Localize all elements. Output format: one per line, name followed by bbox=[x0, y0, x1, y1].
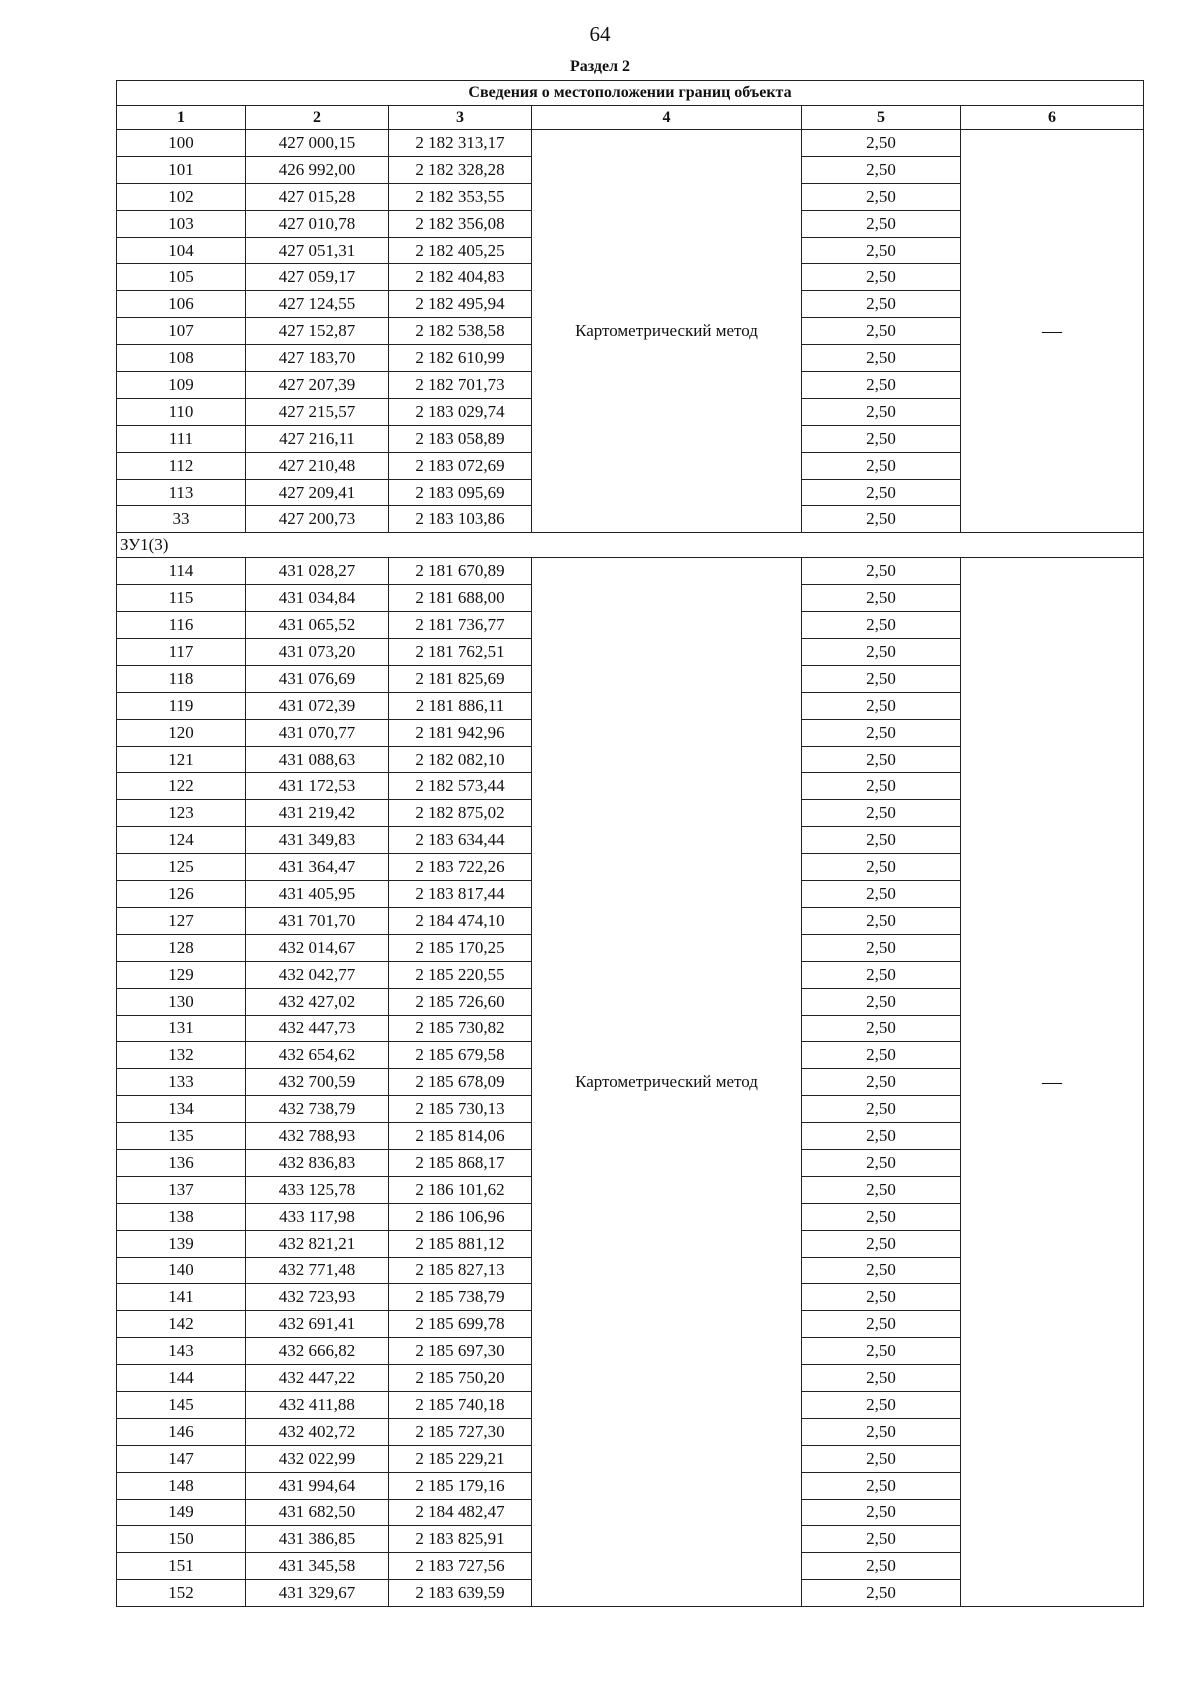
coord-y: 2 183 825,91 bbox=[389, 1526, 532, 1553]
coord-x: 433 117,98 bbox=[246, 1203, 389, 1230]
coord-y: 2 185 699,78 bbox=[389, 1311, 532, 1338]
accuracy-value: 2,50 bbox=[802, 934, 961, 961]
point-number: 148 bbox=[117, 1472, 246, 1499]
accuracy-value: 2,50 bbox=[802, 665, 961, 692]
point-number: 33 bbox=[117, 506, 246, 533]
point-number: 109 bbox=[117, 372, 246, 399]
point-number: 113 bbox=[117, 479, 246, 506]
accuracy-value: 2,50 bbox=[802, 1257, 961, 1284]
point-number: 121 bbox=[117, 746, 246, 773]
point-number: 117 bbox=[117, 639, 246, 666]
coord-y: 2 183 639,59 bbox=[389, 1580, 532, 1607]
coord-x: 431 345,58 bbox=[246, 1553, 389, 1580]
coord-y: 2 183 727,56 bbox=[389, 1553, 532, 1580]
coord-x: 433 125,78 bbox=[246, 1176, 389, 1203]
coord-x: 432 022,99 bbox=[246, 1445, 389, 1472]
accuracy-value: 2,50 bbox=[802, 1418, 961, 1445]
coord-y: 2 182 353,55 bbox=[389, 183, 532, 210]
coord-x: 431 088,63 bbox=[246, 746, 389, 773]
column-header-row bbox=[117, 106, 1144, 130]
point-number: 103 bbox=[117, 210, 246, 237]
table-body bbox=[117, 81, 1144, 1607]
method-cell: Картометрический метод bbox=[532, 558, 802, 1607]
accuracy-value: 2,50 bbox=[802, 183, 961, 210]
coord-x: 432 447,22 bbox=[246, 1365, 389, 1392]
coord-x: 427 209,41 bbox=[246, 479, 389, 506]
coord-y: 2 185 179,16 bbox=[389, 1472, 532, 1499]
coord-y: 2 182 082,10 bbox=[389, 746, 532, 773]
column-header: 5 bbox=[802, 106, 961, 130]
point-number: 127 bbox=[117, 907, 246, 934]
coord-x: 427 215,57 bbox=[246, 398, 389, 425]
point-number: 125 bbox=[117, 854, 246, 881]
point-number: 142 bbox=[117, 1311, 246, 1338]
coord-x: 431 994,64 bbox=[246, 1472, 389, 1499]
coord-x: 426 992,00 bbox=[246, 156, 389, 183]
coord-x: 431 073,20 bbox=[246, 639, 389, 666]
accuracy-value: 2,50 bbox=[802, 425, 961, 452]
point-number: 149 bbox=[117, 1499, 246, 1526]
accuracy-value: 2,50 bbox=[802, 1499, 961, 1526]
point-number: 139 bbox=[117, 1230, 246, 1257]
coord-x: 427 059,17 bbox=[246, 264, 389, 291]
accuracy-value: 2,50 bbox=[802, 1149, 961, 1176]
accuracy-value: 2,50 bbox=[802, 398, 961, 425]
point-number: 133 bbox=[117, 1069, 246, 1096]
coord-y: 2 184 474,10 bbox=[389, 907, 532, 934]
accuracy-value: 2,50 bbox=[802, 692, 961, 719]
accuracy-value: 2,50 bbox=[802, 1123, 961, 1150]
point-number: 144 bbox=[117, 1365, 246, 1392]
accuracy-value: 2,50 bbox=[802, 746, 961, 773]
coord-y: 2 182 404,83 bbox=[389, 264, 532, 291]
point-number: 111 bbox=[117, 425, 246, 452]
accuracy-value: 2,50 bbox=[802, 1580, 961, 1607]
accuracy-value: 2,50 bbox=[802, 156, 961, 183]
coord-y: 2 185 229,21 bbox=[389, 1445, 532, 1472]
column-header: 6 bbox=[961, 106, 1144, 130]
point-number: 136 bbox=[117, 1149, 246, 1176]
boundary-coordinates-table bbox=[116, 80, 1144, 1607]
coord-x: 431 219,42 bbox=[246, 800, 389, 827]
point-number: 114 bbox=[117, 558, 246, 585]
coord-y: 2 185 827,13 bbox=[389, 1257, 532, 1284]
column-header: 3 bbox=[389, 106, 532, 130]
coord-y: 2 182 610,99 bbox=[389, 345, 532, 372]
coord-y: 2 181 942,96 bbox=[389, 719, 532, 746]
column-header: 4 bbox=[532, 106, 802, 130]
point-number: 102 bbox=[117, 183, 246, 210]
coord-x: 431 072,39 bbox=[246, 692, 389, 719]
accuracy-value: 2,50 bbox=[802, 1391, 961, 1418]
coord-y: 2 185 750,20 bbox=[389, 1365, 532, 1392]
coord-x: 432 014,67 bbox=[246, 934, 389, 961]
coord-x: 432 788,93 bbox=[246, 1123, 389, 1150]
point-number: 147 bbox=[117, 1445, 246, 1472]
point-number: 138 bbox=[117, 1203, 246, 1230]
group-label-row bbox=[117, 533, 1144, 558]
group-label: ЗУ1(3) bbox=[117, 533, 1144, 558]
accuracy-value: 2,50 bbox=[802, 800, 961, 827]
accuracy-value: 2,50 bbox=[802, 585, 961, 612]
coord-x: 427 000,15 bbox=[246, 130, 389, 157]
coord-y: 2 182 313,17 bbox=[389, 130, 532, 157]
accuracy-value: 2,50 bbox=[802, 452, 961, 479]
accuracy-value: 2,50 bbox=[802, 479, 961, 506]
coord-x: 431 349,83 bbox=[246, 827, 389, 854]
column-header: 2 bbox=[246, 106, 389, 130]
point-number: 141 bbox=[117, 1284, 246, 1311]
column-6-cell: — bbox=[961, 558, 1144, 1607]
point-number: 132 bbox=[117, 1042, 246, 1069]
coord-x: 431 172,53 bbox=[246, 773, 389, 800]
coord-x: 427 124,55 bbox=[246, 291, 389, 318]
coord-y: 2 181 825,69 bbox=[389, 665, 532, 692]
coord-y: 2 182 356,08 bbox=[389, 210, 532, 237]
accuracy-value: 2,50 bbox=[802, 1311, 961, 1338]
coord-x: 431 065,52 bbox=[246, 612, 389, 639]
accuracy-value: 2,50 bbox=[802, 130, 961, 157]
coord-x: 431 386,85 bbox=[246, 1526, 389, 1553]
point-number: 120 bbox=[117, 719, 246, 746]
coord-x: 431 034,84 bbox=[246, 585, 389, 612]
accuracy-value: 2,50 bbox=[802, 612, 961, 639]
accuracy-value: 2,50 bbox=[802, 854, 961, 881]
coord-y: 2 185 220,55 bbox=[389, 961, 532, 988]
coord-x: 432 821,21 bbox=[246, 1230, 389, 1257]
coord-y: 2 181 670,89 bbox=[389, 558, 532, 585]
coord-x: 427 207,39 bbox=[246, 372, 389, 399]
table-row bbox=[117, 130, 1144, 157]
point-number: 135 bbox=[117, 1123, 246, 1150]
accuracy-value: 2,50 bbox=[802, 1230, 961, 1257]
accuracy-value: 2,50 bbox=[802, 1284, 961, 1311]
coord-y: 2 183 029,74 bbox=[389, 398, 532, 425]
coord-x: 427 210,48 bbox=[246, 452, 389, 479]
method-cell: Картометрический метод bbox=[532, 130, 802, 533]
accuracy-value: 2,50 bbox=[802, 210, 961, 237]
accuracy-value: 2,50 bbox=[802, 1472, 961, 1499]
point-number: 106 bbox=[117, 291, 246, 318]
point-number: 100 bbox=[117, 130, 246, 157]
coord-x: 432 402,72 bbox=[246, 1418, 389, 1445]
coord-y: 2 185 740,18 bbox=[389, 1391, 532, 1418]
accuracy-value: 2,50 bbox=[802, 345, 961, 372]
coord-y: 2 183 072,69 bbox=[389, 452, 532, 479]
accuracy-value: 2,50 bbox=[802, 1203, 961, 1230]
accuracy-value: 2,50 bbox=[802, 961, 961, 988]
accuracy-value: 2,50 bbox=[802, 1338, 961, 1365]
accuracy-value: 2,50 bbox=[802, 827, 961, 854]
point-number: 110 bbox=[117, 398, 246, 425]
table-row bbox=[117, 558, 1144, 585]
accuracy-value: 2,50 bbox=[802, 1176, 961, 1203]
accuracy-value: 2,50 bbox=[802, 558, 961, 585]
point-number: 134 bbox=[117, 1096, 246, 1123]
accuracy-value: 2,50 bbox=[802, 881, 961, 908]
column-header: 1 bbox=[117, 106, 246, 130]
coord-x: 427 051,31 bbox=[246, 237, 389, 264]
coord-x: 427 183,70 bbox=[246, 345, 389, 372]
accuracy-value: 2,50 bbox=[802, 1069, 961, 1096]
point-number: 150 bbox=[117, 1526, 246, 1553]
coord-y: 2 185 730,82 bbox=[389, 1015, 532, 1042]
point-number: 123 bbox=[117, 800, 246, 827]
point-number: 116 bbox=[117, 612, 246, 639]
coord-x: 427 216,11 bbox=[246, 425, 389, 452]
coord-x: 431 364,47 bbox=[246, 854, 389, 881]
table-caption: Сведения о местоположении границ объекта bbox=[117, 81, 1144, 106]
point-number: 151 bbox=[117, 1553, 246, 1580]
coord-x: 431 329,67 bbox=[246, 1580, 389, 1607]
point-number: 130 bbox=[117, 988, 246, 1015]
coord-y: 2 181 886,11 bbox=[389, 692, 532, 719]
point-number: 137 bbox=[117, 1176, 246, 1203]
point-number: 119 bbox=[117, 692, 246, 719]
coord-y: 2 183 058,89 bbox=[389, 425, 532, 452]
accuracy-value: 2,50 bbox=[802, 372, 961, 399]
coord-y: 2 182 573,44 bbox=[389, 773, 532, 800]
coord-y: 2 183 817,44 bbox=[389, 881, 532, 908]
coord-y: 2 181 688,00 bbox=[389, 585, 532, 612]
coord-y: 2 186 101,62 bbox=[389, 1176, 532, 1203]
coord-x: 432 691,41 bbox=[246, 1311, 389, 1338]
coord-y: 2 182 875,02 bbox=[389, 800, 532, 827]
coord-x: 431 682,50 bbox=[246, 1499, 389, 1526]
coord-y: 2 181 762,51 bbox=[389, 639, 532, 666]
coord-x: 432 771,48 bbox=[246, 1257, 389, 1284]
point-number: 108 bbox=[117, 345, 246, 372]
coord-y: 2 183 634,44 bbox=[389, 827, 532, 854]
accuracy-value: 2,50 bbox=[802, 318, 961, 345]
point-number: 105 bbox=[117, 264, 246, 291]
coord-x: 432 427,02 bbox=[246, 988, 389, 1015]
coord-y: 2 182 701,73 bbox=[389, 372, 532, 399]
coord-x: 431 076,69 bbox=[246, 665, 389, 692]
accuracy-value: 2,50 bbox=[802, 907, 961, 934]
accuracy-value: 2,50 bbox=[802, 1365, 961, 1392]
point-number: 122 bbox=[117, 773, 246, 800]
coord-y: 2 184 482,47 bbox=[389, 1499, 532, 1526]
coord-x: 431 070,77 bbox=[246, 719, 389, 746]
coord-x: 432 042,77 bbox=[246, 961, 389, 988]
accuracy-value: 2,50 bbox=[802, 773, 961, 800]
coord-x: 427 010,78 bbox=[246, 210, 389, 237]
coord-y: 2 182 495,94 bbox=[389, 291, 532, 318]
accuracy-value: 2,50 bbox=[802, 1553, 961, 1580]
point-number: 145 bbox=[117, 1391, 246, 1418]
accuracy-value: 2,50 bbox=[802, 1015, 961, 1042]
point-number: 107 bbox=[117, 318, 246, 345]
coord-y: 2 185 678,09 bbox=[389, 1069, 532, 1096]
coord-y: 2 185 170,25 bbox=[389, 934, 532, 961]
coord-y: 2 185 727,30 bbox=[389, 1418, 532, 1445]
accuracy-value: 2,50 bbox=[802, 237, 961, 264]
coord-y: 2 182 538,58 bbox=[389, 318, 532, 345]
accuracy-value: 2,50 bbox=[802, 719, 961, 746]
coord-x: 432 666,82 bbox=[246, 1338, 389, 1365]
point-number: 152 bbox=[117, 1580, 246, 1607]
coord-x: 427 200,73 bbox=[246, 506, 389, 533]
coord-y: 2 185 726,60 bbox=[389, 988, 532, 1015]
point-number: 131 bbox=[117, 1015, 246, 1042]
point-number: 143 bbox=[117, 1338, 246, 1365]
coord-x: 427 015,28 bbox=[246, 183, 389, 210]
coord-x: 431 028,27 bbox=[246, 558, 389, 585]
coord-x: 427 152,87 bbox=[246, 318, 389, 345]
accuracy-value: 2,50 bbox=[802, 1096, 961, 1123]
coord-y: 2 183 103,86 bbox=[389, 506, 532, 533]
point-number: 129 bbox=[117, 961, 246, 988]
accuracy-value: 2,50 bbox=[802, 506, 961, 533]
point-number: 101 bbox=[117, 156, 246, 183]
coord-y: 2 185 738,79 bbox=[389, 1284, 532, 1311]
coord-y: 2 185 679,58 bbox=[389, 1042, 532, 1069]
accuracy-value: 2,50 bbox=[802, 264, 961, 291]
point-number: 112 bbox=[117, 452, 246, 479]
coord-x: 432 700,59 bbox=[246, 1069, 389, 1096]
section-title: Раздел 2 bbox=[569, 58, 631, 75]
accuracy-value: 2,50 bbox=[802, 988, 961, 1015]
point-number: 146 bbox=[117, 1418, 246, 1445]
coord-x: 432 654,62 bbox=[246, 1042, 389, 1069]
accuracy-value: 2,50 bbox=[802, 1042, 961, 1069]
coord-x: 432 411,88 bbox=[246, 1391, 389, 1418]
coord-y: 2 185 881,12 bbox=[389, 1230, 532, 1257]
table-title-row bbox=[117, 81, 1144, 106]
point-number: 124 bbox=[117, 827, 246, 854]
coord-x: 432 723,93 bbox=[246, 1284, 389, 1311]
coord-y: 2 186 106,96 bbox=[389, 1203, 532, 1230]
coord-y: 2 185 868,17 bbox=[389, 1149, 532, 1176]
accuracy-value: 2,50 bbox=[802, 291, 961, 318]
point-number: 104 bbox=[117, 237, 246, 264]
coord-x: 432 836,83 bbox=[246, 1149, 389, 1176]
coord-y: 2 185 730,13 bbox=[389, 1096, 532, 1123]
coord-x: 432 738,79 bbox=[246, 1096, 389, 1123]
coord-y: 2 183 095,69 bbox=[389, 479, 532, 506]
coord-y: 2 185 814,06 bbox=[389, 1123, 532, 1150]
coord-x: 431 405,95 bbox=[246, 881, 389, 908]
accuracy-value: 2,50 bbox=[802, 1445, 961, 1472]
coord-y: 2 181 736,77 bbox=[389, 612, 532, 639]
coord-y: 2 182 328,28 bbox=[389, 156, 532, 183]
point-number: 140 bbox=[117, 1257, 246, 1284]
point-number: 115 bbox=[117, 585, 246, 612]
point-number: 128 bbox=[117, 934, 246, 961]
coord-x: 432 447,73 bbox=[246, 1015, 389, 1042]
coord-y: 2 185 697,30 bbox=[389, 1338, 532, 1365]
coord-y: 2 182 405,25 bbox=[389, 237, 532, 264]
accuracy-value: 2,50 bbox=[802, 639, 961, 666]
coord-x: 431 701,70 bbox=[246, 907, 389, 934]
coord-y: 2 183 722,26 bbox=[389, 854, 532, 881]
accuracy-value: 2,50 bbox=[802, 1526, 961, 1553]
point-number: 118 bbox=[117, 665, 246, 692]
point-number: 126 bbox=[117, 881, 246, 908]
column-6-cell: — bbox=[961, 130, 1144, 533]
page-number: 64 bbox=[589, 22, 611, 46]
